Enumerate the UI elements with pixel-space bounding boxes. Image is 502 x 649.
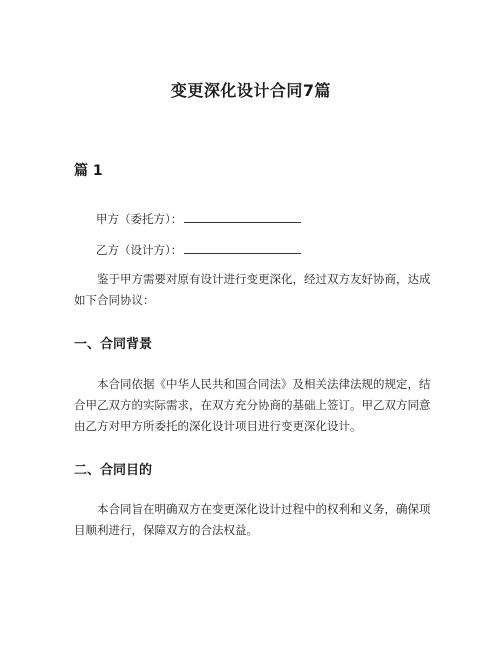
party-b-label: 乙方（设计方）： xyxy=(96,243,183,257)
document-title: 变更深化设计合同7篇 xyxy=(170,81,332,100)
section-body-background: 本合同依据《中华人民共和国合同法》及相关法律法规的规定，结合甲乙双方的实际需求，在双方充分协商的基础上签订。甲乙双方同意由乙方对甲方所委托的深化设计项目进行变更深化设计。 xyxy=(74,377,431,433)
part-label: 篇 1 xyxy=(74,163,103,179)
section-heading-purpose: 二、合同目的 xyxy=(74,463,153,478)
intro-paragraph: 鉴于甲方需要对原有设计进行变更深化，经过双方友好协商，达成如下合同协议： xyxy=(74,272,431,307)
section-body-purpose: 本合同旨在明确双方在变更深化设计过程中的权利和义务，确保项目顺利进行，保障双方的合法权益。 xyxy=(74,502,431,537)
section-heading-background: 一、合同背景 xyxy=(74,337,153,352)
party-a-blank xyxy=(184,210,301,223)
party-b-blank xyxy=(184,241,301,254)
party-b-line xyxy=(96,241,301,258)
party-a-label: 甲方（委托方）： xyxy=(96,212,183,226)
party-a-line xyxy=(96,210,301,227)
